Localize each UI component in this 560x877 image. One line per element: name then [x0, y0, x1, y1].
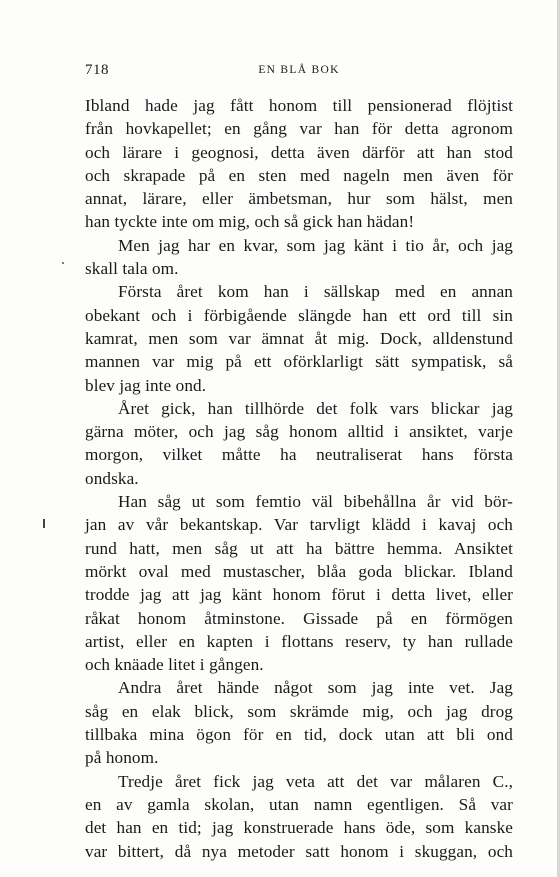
text-line: och knäade litet i gången. [85, 655, 264, 675]
text-line: kamrat, men som var ämnat åt mig. Dock, alldenstund [85, 328, 513, 348]
text-line: Första året kom han i sällskap med en annan [118, 282, 513, 302]
text-line: Tredje året fick jag veta att det var målaren C., [118, 771, 513, 791]
text-line: artist, eller en kapten i flottans reserv, ty han rullade [85, 631, 513, 651]
text-line: mörkt oval med mustascher, blåa goda blickar. Ibland [85, 561, 513, 581]
text-line: annat, lärare, eller ämbetsman, hur som hälst, men [85, 189, 513, 209]
running-title: EN BLÅ BOK [258, 64, 340, 76]
text-line: och skrapade på en sten med nageln men även för [85, 165, 513, 185]
text-line: på honom. [85, 748, 159, 768]
text-line: Andra året hände något som jag inte vet. Jag [118, 678, 513, 698]
text-line: rund hatt, men såg ut att ha bättre hemma. Ansiktet [85, 538, 513, 558]
text-line: såg en elak blick, som skrämde mig, och jag drog [85, 701, 513, 721]
text-line: det han en tid; jag konstruerade hans öde, som kanske [85, 818, 513, 838]
text-line: ondska. [85, 468, 139, 488]
text-line: och lärare i geognosi, detta även därför att han stod [85, 142, 513, 162]
text-line: jan av vår bekantskap. Var tarvligt klädd i kavaj och [85, 515, 513, 535]
text-line: Men jag har en kvar, som jag känt i tio år, och jag [118, 235, 513, 255]
text-line: morgon, vilket måtte ha neutraliserat hans första [85, 445, 513, 465]
text-line: Han såg ut som femtio väl bibehållna år vid bör- [118, 492, 513, 512]
text-line: råkat honom åtminstone. Gissade på en förmögen [85, 608, 513, 628]
text-line: Året gick, han tillhörde det folk vars blickar jag [118, 398, 513, 418]
text-line: en av gamla skolan, utan namn egentligen. Så var [85, 794, 513, 814]
text-line: trodde jag att jag känt honom förut i detta livet, eller [85, 585, 513, 605]
text-line: gärna möter, och jag såg honom alltid i ansiktet, varje [85, 422, 513, 442]
text-line: skall tala om. [85, 259, 179, 279]
text-line: obekant och i förbigående slängde han ett ord till sin [85, 305, 513, 325]
page-number: 718 [85, 62, 109, 78]
text-line: var bittert, då nya metoder satt honom i skuggan, och [85, 841, 513, 861]
margin-mark [43, 519, 45, 528]
text-line: tillbaka mina ögon för en tid, dock utan att bli ond [85, 725, 513, 745]
text-line: blev jag inte ond. [85, 375, 207, 395]
text-line: från hovkapellet; en gång var han för detta agronom [85, 119, 513, 139]
page-header [85, 62, 513, 82]
text-line: han tyckte inte om mig, och så gick han hädan! [85, 212, 415, 232]
text-line: Ibland hade jag fått honom till pensionerad flöjtist [85, 96, 513, 115]
text-line: mannen var mig på ett oförklarligt sätt sympatisk, så [85, 352, 513, 372]
body-text [85, 94, 513, 863]
margin-speck [62, 262, 64, 264]
